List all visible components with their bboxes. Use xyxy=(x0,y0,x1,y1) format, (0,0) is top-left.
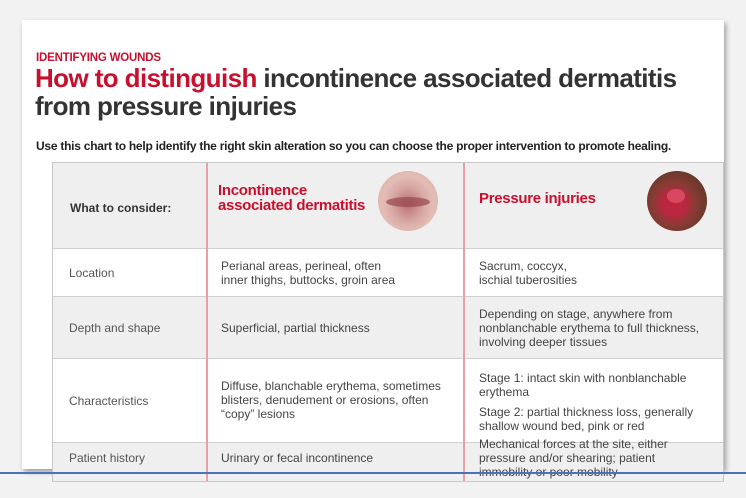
text-line: pressure and/or shearing; patient xyxy=(479,451,656,465)
row-label-location: Location xyxy=(69,266,115,280)
text-line: Perianal areas, perineal, often xyxy=(221,259,382,273)
column-divider xyxy=(206,163,208,481)
text-line: inner thighs, buttocks, groin area xyxy=(221,273,396,287)
text-line: blisters, denudement or erosions, often xyxy=(221,393,429,407)
text-line: nonblanchable erythema to full thickness, xyxy=(479,321,700,335)
comparison-table xyxy=(52,162,724,482)
column-divider xyxy=(463,163,465,481)
table-row xyxy=(53,297,723,359)
header-pressure-injuries: Pressure injuries xyxy=(479,190,596,207)
incontinence-dermatitis-photo xyxy=(378,171,438,231)
table-row xyxy=(53,437,723,481)
text-line: shallow wound bed, pink or red xyxy=(479,419,645,433)
text-line: ischial tuberosities xyxy=(479,273,578,287)
text-line: involving deeper tissues xyxy=(479,335,608,349)
row-label-patient-history: Patient history xyxy=(69,451,146,465)
text-line: Superficial, partial thickness xyxy=(221,321,370,335)
pi-characteristics-text xyxy=(479,371,693,433)
iad-history-text xyxy=(221,451,373,465)
text-line: “copy” lesions xyxy=(221,407,296,421)
pressure-injury-photo xyxy=(647,171,707,231)
text-line: erythema xyxy=(479,385,530,399)
pi-depth-text xyxy=(479,307,699,349)
title-rest: incontinence associated dermatitis from pressure injuries xyxy=(35,63,677,121)
header-iad xyxy=(218,183,365,213)
iad-characteristics-text xyxy=(221,379,441,421)
text-line: Depending on stage, anywhere from xyxy=(479,307,673,321)
row-label-depth-and-shape: Depth and shape xyxy=(69,321,161,335)
text-line: Stage 1: intact skin with nonblanchable xyxy=(479,371,687,385)
header-what-to-consider: What to consider: xyxy=(70,201,172,215)
table-row xyxy=(53,249,723,297)
bottom-rule xyxy=(0,472,746,474)
iad-depth-text xyxy=(221,321,370,335)
row-label-characteristics: Characteristics xyxy=(69,394,149,408)
section-kicker: IDENTIFYING WOUNDS xyxy=(36,52,161,64)
header-iad-line: Incontinence xyxy=(218,182,307,199)
title-accent: How to distinguish xyxy=(35,63,257,93)
text-line: Stage 2: partial thickness loss, generally xyxy=(479,405,694,419)
text-line: Diffuse, blanchable erythema, sometimes xyxy=(221,379,441,393)
pi-location-text xyxy=(479,259,577,287)
table-row xyxy=(53,359,723,443)
table-header-row xyxy=(53,163,723,249)
iad-location-text xyxy=(221,259,395,287)
page-title xyxy=(35,64,715,120)
text-line: Mechanical forces at the site, either xyxy=(479,437,668,451)
text-line: Urinary or fecal incontinence xyxy=(221,451,374,465)
header-iad-line: associated dermatitis xyxy=(218,197,366,214)
intro-text: Use this chart to help identify the right skin alteration so you can choose the proper intervention to promote healing. xyxy=(36,139,672,153)
document-page xyxy=(22,20,724,469)
text-line: Sacrum, coccyx, xyxy=(479,259,568,273)
